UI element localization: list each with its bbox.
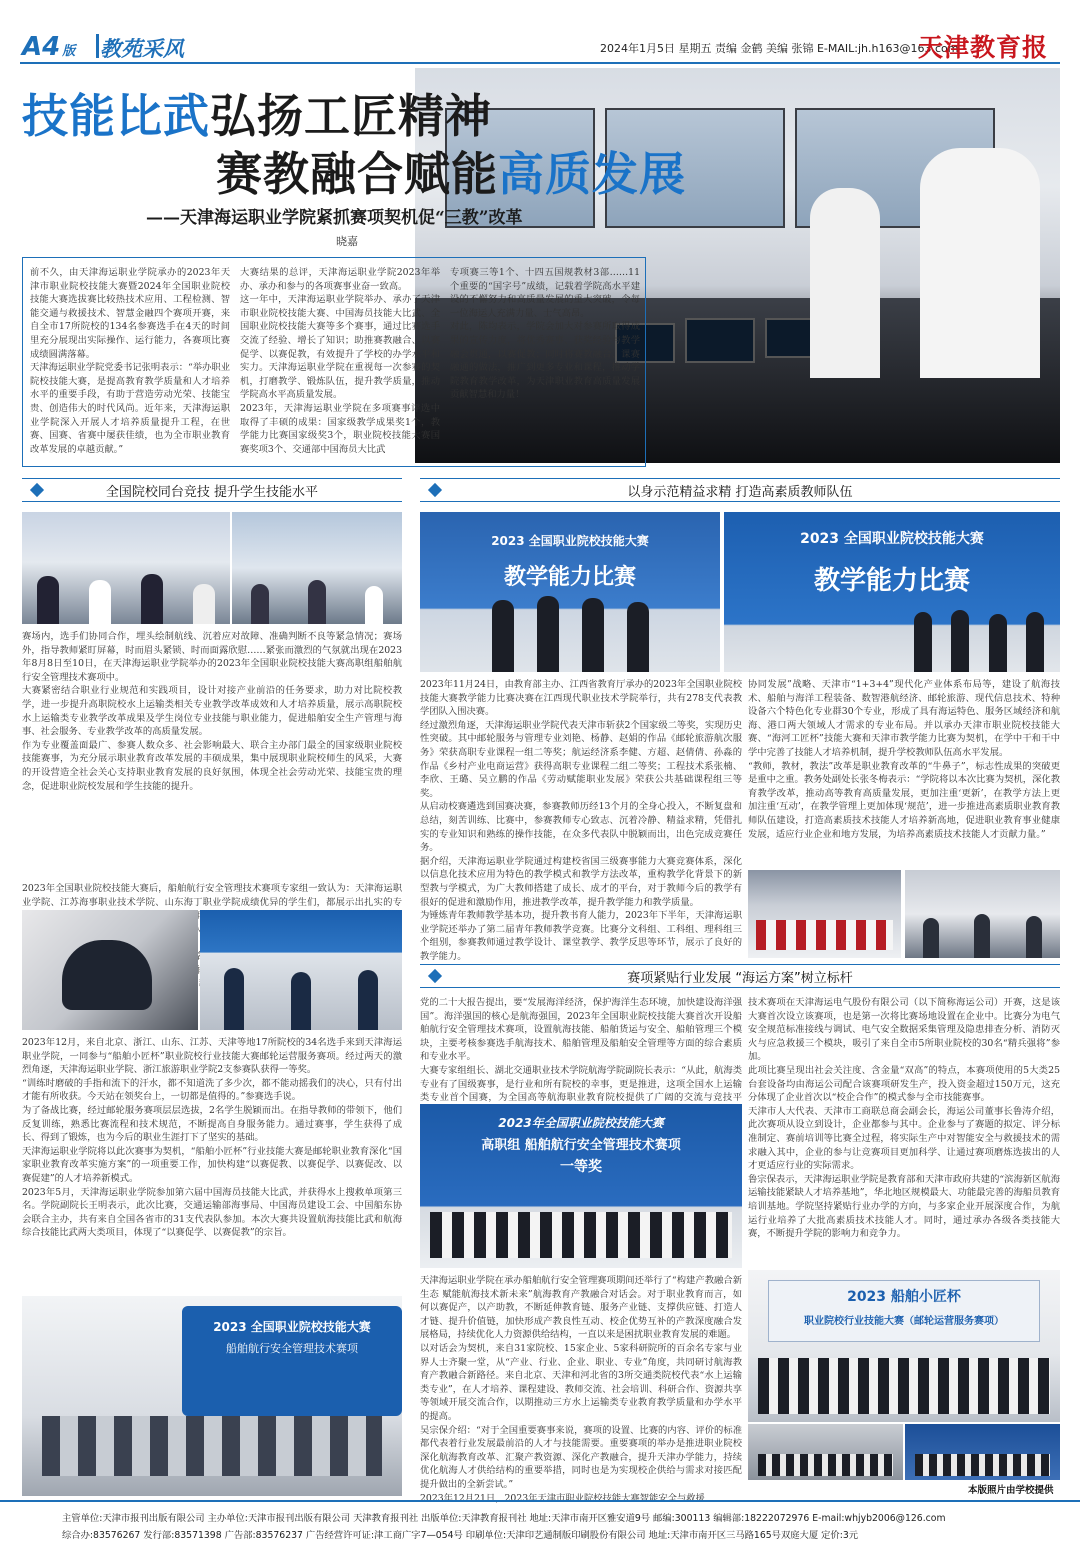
column-name: 教苑采风: [100, 37, 184, 61]
cup-banner-year-title: 2023 船舶小匠杯: [847, 1289, 961, 1305]
prize-banner-line3: 一等奖: [560, 1159, 602, 1175]
section2-text-a: 2023年11月24日，由教育部主办、江西省教育厅承办的2023年全国职业院校技能大赛教学能力比赛决赛在江西现代职业技术学院举行，共有278支代表教学团队入围决赛。 经过激烈角逐，天津海运职业学院代表天津市斩获2个国家级二等奖，实现历史性突破。其中邮轮服务与管理专业刘艳、杨静、赵娟的作品《邮轮旅游航次服务》荣获高职专业课程一组二等奖；航运经济系李健、方超、赵倩倩、孙淼的作品《乡村产业电商运营》获得高职专业课程二组二等奖；工程技术系张楠、李欣、王璐、吴立鹏的作品《劳动赋能职业发展》荣获公共基础课程组三等奖。 从启动校赛遴选到国赛决赛，参赛教师历经13个月的全身心投入，不断复盘和总结，刻苦训练、比赛中，参赛教师专心致志、沉着冷静、精益求精，凭借扎实的专业知识和熟练的操作技能，在众多代表队中脱颖而出，出色完成竞赛任务。 据介绍，天津海运职业学院通过构建校省国三级赛事能力大赛竞赛体系，深化以信息化技术应用为特色的教学模式和教学方法改革，重构教学化背景下的新型教与学模式，为广大教师搭建了成长、成才的平台，对于教师今后的教学有很好的促进和激励作用，推进教学改革，提升教学能力和教学质量。 为锤炼青年教师教学基本功，提升教书育人能力，2023年下半年，天津海运职业学院还举办了第二届青年教师教学竞赛。比赛分文科组、工科组、理科组三个组别，参赛教师通过教学设计、课堂教学、教学反思等环节，展示了良好的教学能力。: [420, 679, 743, 962]
section3-text-c: 技术赛项在天津海运电气股份有限公司（以下简称海运公司）开赛，这是该大赛首次设立该赛项，也是第一次将比赛场地设置在企业中。比赛分为电气安全规范标准接线与调试、电气安全数据采集管理及隐患排查分析、消防灭火与应急救援三个模块，吸引了来自全市5所职业院校的30名“精兵强将”参加。 此项比赛呈现出社会关注度、含金量“双高”的特点，本赛项使用的5大类25台套设备均由海运公司配合该赛项研发生产，投入资金超过150万元，这充分体现了企业首次以“校企合作”的模式参与全市技能赛事。 天津市人大代表、天津市工商联总商会副会长，海运公司董事长鲁涛介绍，此次赛项从设立到设计，企业都参与其中。企业参与了赛题的拟定、评分标准制定、赛前培训等比赛全过程，将实际生产中对智能安全与救援技术的需求融入其中，企业的参与让竞赛项目更加科学、让通过赛项磨炼选拔出的人才更适应行业的实际需求。 鲁宗保表示，天津海运职业学院是教育部和天津市政府共建的“滨海新区航海运输技能紧缺人才培养基地”，华北地区规模最大、功能最完善的海船员教育培训基地。学院坚持紧贴行业办学的方向，与多家企业开展深度合作，为航运行业培养了大批高素质技术技能人才。同时，通过承办各级各类技能大赛，不断提升学院的影响力和竞争力。: [748, 997, 1060, 1240]
photo-contest-venue: [22, 1296, 402, 1496]
photo-contest-hall: [232, 512, 402, 624]
banner-big-title: 教学能力比赛: [813, 566, 970, 596]
photo-award-ceremony: [748, 870, 901, 958]
banner-big-year: 2023 全国职业院校技能大赛: [800, 531, 984, 547]
section1-text-b: 2023年全国职业院校技能大赛后，船舶航行安全管理技术赛项专家组一致认为：天津海运职业学院、江苏海事职业技术学院、山东海丁职业学院成绩优异的学生们，都展示出扎实的专: [22, 883, 402, 908]
section3-text-b: 天津海运职业学院在承办船舶航行安全管理赛项期间还举行了“构建产教融合新生态 赋能航海技术新未来”航海教育产教融合对话会。对于职业教育而言，如何以赛促产，以产助教，不断延伸教育链、服务产业链、支撑供应链、打造人才链、提升价值链，加快形成产教良性互动、校企优势互补的产教深度融合发展格局，持续优化人力资源供给结构，一直以来是困扰职业教育发展的难题。 以对话会为契机，来自31家院校、15家企业、5家科研院所的百余名专家与业界人士齐聚一堂，从“产业、行业、企业、职业、专业”角度，共同研讨航海教育产教融合新路径。来自北京、天津和河北省的3所交通类院校代表“水上运输类专业”，在人才培养、课程建设、教师交流、社会培训、科研合作、资源共享等领域开展交流合作，以期推动三方水上运输类专业教育教学质量和办学水平的提高。 吴宗保介绍：“对于全国重要赛事来说，赛项的设置、比赛的内容、评价的标准都代表着行业发展最前沿的人才与技能需要。重要赛项的举办是推进职业院校深化航海教育改革、汇聚产教资源、深化产教融合，提升天津办学能力，持续优化航海人才供给结构的重要举措，同时也是为实现校企供给与需求对接匹配提升做出的全新尝试。” 2023年12月21日，2023年天津市职业院校技能大赛智能安全与救援: [420, 1275, 742, 1504]
page-number: A4 版: [22, 32, 76, 62]
photo-training-workshop: [905, 870, 1060, 958]
section-header-1: 全国院校同台竞技 提升学生技能水平: [22, 478, 402, 502]
headline-line2: 赛教融合赋能高质发展: [216, 147, 686, 201]
intro-col3: 专项赛三等1个、十四五国规教材3部……11个重要的“国字号”成绩，记载着学院高水平建设的不懈努力和高质量发展的重大突破，令每一位海运人充满力量、士气高昂。 对此，陈均表示，学院会加大对参赛所取得成果的宣传力度，将优秀赛事、获奖经验与教学融会贯通，以赛促教；同时将赛教融合、课赛融通的做法，推广到更多专业和课程，推动学院教育教学改革，为天津职业教育高质量发展贡献智慧和力量！: [450, 267, 640, 401]
photo-cruise-service-contest: [200, 910, 402, 1030]
venue-banner-line1: 2023 全国职业院校技能大赛: [213, 1320, 371, 1334]
section-header-2: 以身示范精益求精 打造高素质教师队伍: [420, 478, 1060, 502]
newspaper-logo: 天津教育报: [918, 33, 1049, 62]
cup-banner-line2: 职业院校行业技能大赛（邮轮运营服务赛项）: [804, 1316, 1004, 1327]
banner-small-year: 2023 全国职业院校技能大赛: [491, 534, 649, 548]
photo-cruise-cup-stage: [748, 1424, 903, 1480]
footer: [0, 1500, 1080, 1551]
photo-contest-classroom: [22, 512, 230, 624]
photo-student-writing: [22, 910, 198, 1030]
photo-cruise-cup-group: [748, 1270, 1060, 1422]
header-divider: [96, 34, 99, 58]
prize-banner-line2: 高职组 船舶航行安全管理技术赛项: [481, 1138, 681, 1153]
section3-text-a: 党的二十大报告提出，要“发展海洋经济，保护海洋生态环境，加快建设海洋强国”。海洋强国的核心是航海强国，2023年全国职业院校技能大赛首次开设船舶航行安全管理技术赛项，设置航海技能、船舶货运与安全、船舶管理三个模块，主要考核参赛选手航海技术、船舶管理及船舶安全管理等方面的综合素质和专业水平。 大赛专家组组长、湖北交通职业技术学院航海学院副院长表示：“从此，航海类专业有了国级赛事，是行业和所有院校的幸事，更是推进，这项全国水上运输类专业首个国赛，为全国高等航海职业教育院校提供了广阔的交流与竞技平: [420, 997, 742, 1104]
footer-line1: 主管单位:天津市报刊出版有限公司 主办单位:天津市报刊出版有限公司 天津教育报刊社 出版单位:天津教育报刊社 地址:天津市南开区雅安道9号 邮编:300113 编辑部:18222072976 E-mail:whjyb2006@126.com: [62, 1513, 946, 1524]
venue-banner-line2: 船舶航行安全管理技术赛项: [226, 1342, 358, 1355]
subtitle: ——天津海运职业学院紧抓赛项契机促“三教”改革: [146, 208, 523, 228]
footer-line2: 综合办:83576267 发行部:83571398 广告部:83576237 广告经营许可证:津工商广字7—054号 印刷单位:天津印艺通制版印刷股份有限公司 地址:天津市南开区三马路165号双庭大厦 定价:3元: [62, 1530, 859, 1541]
issue-info: 2024年1月5日 星期五 责编 金鹤 美编 张锦 E-MAIL:jh.h163@163.com: [600, 42, 959, 55]
photo-cruise-cup-ceremony: [905, 1424, 1060, 1480]
intro-col2: 大赛结果的总评，天津海运职业学院2023年举办、承办和参与的各项赛事业奋一致高。 这一年中，天津海运职业学院举办、承办了天津市职业院校技能大赛、中国海员技能大比武、全国职业院校技能大赛等多个赛事，通过比赛选手交流了经验、增长了知识；助推赛教融合、以赛促学、以赛促教，有效提升了学校的办学水平和实力。天津海运职业学院在重视每一次参赛的契机，打磨教学、锻炼队伍，提升教学质量，推动学院高水平高质量发展。 2023年，天津海运职业学院在多项赛事评选中取得了丰硕的成果：国家级教学成果奖1个，教学能力比赛国家级奖3个，职业院校技能大赛国赛奖项3个、交通部中国海员大比武: [240, 267, 440, 455]
photo-teaching-contest-team: [420, 512, 720, 672]
banner-small-title: 教学能力比赛: [503, 565, 636, 590]
header-rule: [20, 62, 1060, 64]
prize-banner-year: 2023年全国职业院校技能大赛: [498, 1116, 664, 1130]
section1-text-c: 2023年12月，来自北京、浙江、山东、江苏、天津等地17所院校的34名选手来到天津海运职业学院，一同参与“船舶小匠杯”职业院校行业技能大赛邮轮运营服务赛项。经过两天的激烈角逐，天津海运职业学院、浙江旅游职业学院2支参赛队获得一等奖。 “训练时磨破的手指和流下的汗水，都不知道洗了多少次，都不能动摇我们的决心，只有付出才能有所收获。今天站在领奖台上，一切都是值得的。”参赛选手说。 为了备战比赛，经过邮轮服务赛项层层选拔，2名学生脱颖而出。在指导教师的带领下，他们反复训练，熟悉比赛流程和技术规范，不断提高自身服务能力。通过赛事，学生获得了成长、得到了锻炼，也为今后的职业生涯打下了坚实的基础。 天津海运职业学院将以此次赛事为契机，“船舶小匠杯”行业技能大赛是邮轮职业教育深化“国家职业教育改革实施方案”的一项重要工作，加快构建“以赛促教、以赛促学、以赛促改、以赛促建”的人才培养新模式。 2023年5月，天津海运职业学院参加第六届中国海员技能大比武，并获得水上搜救单项第三名。学院副院长王明表示，此次比赛，交通运输部海事局、中国海员建设工会、中国船东协会联合主办，共有来自全国各省市的31支代表队参加。本次大赛共设置航海技能比武和航海综合技能比武两大类项目，体现了“以赛促学、以赛促教”的宗旨。: [22, 1037, 402, 1239]
photo-credit: 本版照片由学校提供: [968, 1485, 1054, 1496]
intro-col1: 前不久，由天津海运职业学院承办的2023年天津市职业院校技能大赛暨2024年全国职业院校技能大赛选拔赛比较热技术应用、工程检测、智能交通与救援技术、智慧金融四个赛项开赛，来自全市17所院校的134名参赛选手在4天的时间里充分展现出实际操作、运行能力，各赛项比赛成绩圆满落幕。 天津海运职业学院党委书记张明表示：“举办职业院校技能大赛，是提高教育教学质量和人才培养水平的重要手段，有助于营造劳动光荣、技能宝贵、创造伟大的时代风尚。近年来，天津海运职业学院深入开展人才培养质量提升工程，在世赛、国赛、省赛中屡获佳绩，也为全市职业教育改革发展的卓越贡献。”: [30, 267, 230, 455]
section-header-3: 赛项紧贴行业发展 “海运方案”树立标杆: [420, 964, 1060, 988]
byline: 晓嘉: [336, 235, 358, 248]
section1-text-a: 赛场内，选手们协同合作，埋头绘制航线、沉着应对故障、准确判断不良等紧急情况；赛场外，指导教师紧盯屏幕，时而眉头紧锁、时而面露欣慰……紧张而激烈的气氛就出现在2023年8月8日至10日，在天津海运职业学院举办的2023年全国职业院校技能大赛高职组船舶航行安全管理技术赛项中。 大赛紧密结合职业行业规范和实践项目，设计对接产业前沿的任务要求，助力对比院校教学，进一步提升高职院校水上运输类相关专业教学改革成效和人才培养质量，展示高职院校水上运输类专业教学改革成果及学生岗位专业技能与职业能力，促进船舶安全生产管理与海事、社会服务、专业教学改革的高质量发展。 作为专业覆盖面最广、参赛人数众多、社会影响最大、联合主办部门最全的国家级职业院校技能赛事，为充分展示职业教育改革发展的丰硕成果，集中展现职业院校师生的风采，大赛的开设营造全社会关心支持职业教育发展的良好氛围，体现全社会劳动光荣、技能宝贵的理念，促进职业院校发展和学生技能的提升。: [22, 631, 402, 792]
section2-text-b: 协同发展”战略、天津市“1+3+4”现代化产业体系布局等，建设了航海技术、船舶与海洋工程装备、数智港航经济、邮轮旅游、现代信息技术、特种设备六个特色化专业群30个专业，形成了具有海运特色、服务区域经济和航海、港口两大领域人才需求的专业布局。并以承办天津市职业院校技能大赛、“海河工匠杯”技能大赛和天津市教学能力比赛为契机，在学中干和干中学中完善了技能人才培养机制，提升学校教师队伍高水平发展。 “教师，教材，教法”改革是职业教育改革的“牛鼻子”，标志性成果的突破更是重中之重。教务处副处长张冬梅表示：“学院将以本次比赛为契机，深化教育教学改革，推动高等教育高质量发展，更加注重‘更新’，在教学方法上更加注重‘互动’，在教学管理上更加体现‘规范’，进一步推进高素质职业教育教师队伍建设，打造高素质技术技能人才培养新高地，促进职业教育事业健康发展，适应行业企业和地方发展，为培养高素质技术技能人才贡献力量。”: [748, 679, 1060, 840]
headline-line1: 技能比武弘扬工匠精神: [22, 89, 492, 143]
photo-teaching-contest-stage: [724, 512, 1060, 672]
photo-first-prize-team: [420, 1104, 742, 1268]
